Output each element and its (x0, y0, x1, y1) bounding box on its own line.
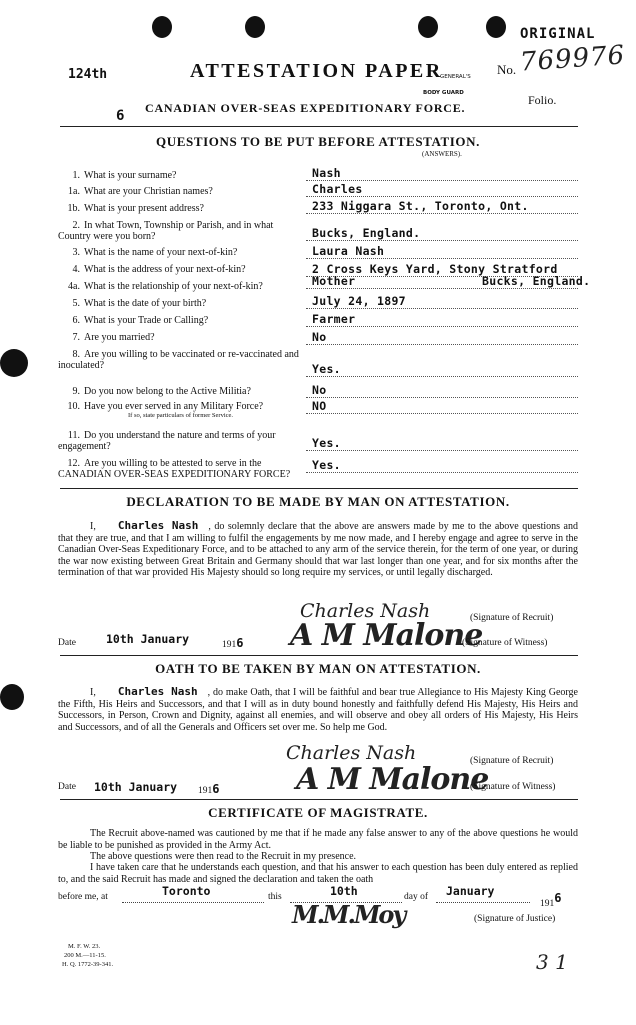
question-text: What is your surname? (84, 170, 177, 181)
oath-rule (60, 655, 578, 656)
answer-line (306, 240, 578, 241)
question-text: What is your present address? (84, 203, 204, 214)
question-9 (58, 315, 303, 326)
day-of-label: day of (404, 892, 429, 902)
certificate-para-2: The above questions were then read to the Recruit in my presence. (90, 851, 357, 862)
question-text: What is the relationship of your next-of-kin? (84, 281, 263, 292)
justice-label: (Signature of Justice) (474, 914, 556, 924)
answer-14: Yes. (312, 436, 341, 450)
oath-heading: OATH TO BE TAKEN BY MAN ON ATTESTATION. (155, 661, 481, 676)
answers-label: (ANSWERS). (422, 150, 462, 158)
answer-line (306, 258, 578, 259)
question-number: 7. (72, 332, 80, 343)
question-number: 2. (72, 220, 80, 231)
question-text: What is the date of your birth? (84, 298, 207, 309)
answer-4: Bucks, England. (312, 226, 421, 240)
question-text: What is the address of your next-of-kin? (84, 264, 246, 275)
oath-recruit-label: (Signature of Recruit) (470, 756, 554, 766)
stamp-original: ORIGINAL (520, 26, 596, 42)
declaration-witness-signature: A M Malone (290, 618, 483, 653)
question-text: In what Town, Township or Parish, and in what Country were you born? (58, 220, 274, 242)
question-4 (58, 220, 303, 242)
answer-line (306, 326, 578, 327)
answer-line (306, 376, 578, 377)
answer-line (306, 308, 578, 309)
form-code-1: M. F. W. 23. (68, 943, 101, 950)
answer-8: July 24, 1897 (312, 294, 406, 308)
oath-body (58, 686, 578, 733)
question-number: 12. (67, 458, 80, 469)
oath-date-label: Date (58, 782, 76, 792)
punch-hole-left-1 (0, 349, 28, 377)
form-code-2: 200 M.—11-15. (64, 952, 106, 959)
question-number: 6. (72, 315, 80, 326)
oath-witness-signature: A M Malone (296, 762, 489, 797)
place-line (122, 902, 264, 903)
question-text: Are you married? (84, 332, 155, 343)
question-10 (58, 332, 303, 343)
magistrate-place: Toronto (162, 884, 211, 898)
question-text: Are you willing to be attested to serve in the CANADIAN OVER-SEAS EXPEDITIONARY FORCE? (58, 458, 291, 480)
certificate-heading: CERTIFICATE OF MAGISTRATE. (208, 805, 428, 820)
question-text: Do you understand the nature and terms of your engagement? (58, 430, 276, 452)
certificate-para-3: I have taken care that he understands each question, and that his answer to each question has been duly entered as replied to, and the said Recruit has made and signed the declaration and taken the oath (58, 862, 578, 885)
declaration-body (58, 520, 578, 579)
month-line (436, 902, 530, 903)
declaration-year: 1916 (222, 636, 244, 650)
punch-hole-left-2 (0, 684, 24, 710)
oath-name: Charles Nash (117, 685, 198, 698)
question-2 (58, 186, 303, 197)
folio-number: 6 (116, 108, 125, 124)
this-label: this (268, 892, 282, 902)
declaration-heading: DECLARATION TO BE MADE BY MAN ON ATTESTATION. (126, 494, 510, 509)
folio-label: Folio. (528, 93, 557, 107)
magistrate-month: January (446, 884, 495, 898)
answer-12: No (312, 383, 327, 397)
question-number: 4a. (68, 281, 80, 292)
question-number: 1a. (68, 186, 80, 197)
certificate-para-1: The Recruit above-named was cautioned by me that if he made any false answer to any of the above questions he would be liable to be punished as provided in the Army Act. (58, 828, 578, 851)
answer-1: Nash (312, 166, 341, 180)
answer-line (306, 213, 578, 214)
punch-hole-top-3 (418, 16, 438, 38)
answer-11: Yes. (312, 362, 341, 376)
answer-line (306, 472, 578, 473)
oath-text: , do make Oath, that I will be faithful and bear true Allegiance to His Majesty King George the Fifth, His Heirs and Successors, and that I will as in duty bound honestly and faithfully defend His Majesty, His Heirs and Successors, in Person, Crown and Dignity, against all enemies, and will observe and obey all orders of His Majesty, His Heirs and Successors, and of all the Generals and Officers set over me. So help me God. (58, 687, 578, 733)
answer-line (306, 180, 578, 181)
question-11 (58, 349, 303, 371)
question-1 (58, 170, 303, 181)
question-12 (58, 386, 303, 397)
question-number: 5. (72, 298, 80, 309)
form-subtitle: CANADIAN OVER-SEAS EXPEDITIONARY FORCE. (145, 101, 466, 115)
question-text: What is your Trade or Calling? (84, 315, 209, 326)
question-number: 11. (67, 430, 80, 441)
answer-line (306, 450, 578, 451)
question-number: 1b. (67, 203, 80, 214)
declaration-i: I, (90, 521, 96, 532)
form-title: ATTESTATION PAPER (190, 60, 443, 82)
justice-signature: M.M.Moy (292, 900, 405, 929)
punch-hole-top-2 (245, 16, 265, 38)
form-code-3: H. Q. 1772-39-341. (62, 961, 114, 968)
question-15 (58, 458, 303, 480)
question-number: 1. (72, 170, 80, 181)
answer-6-line-2: Bucks, England. (482, 274, 591, 288)
answer-line (306, 413, 578, 414)
oath-year: 1916 (198, 782, 220, 796)
question-14 (58, 430, 303, 452)
stamp-unit-2: BODY GUARD (423, 90, 464, 96)
page-mark: 3 1 (536, 950, 568, 974)
number-label: No. (497, 62, 517, 77)
question-text: Do you now belong to the Active Militia? (84, 386, 251, 397)
stamp-unit-1: GENERAL'S (440, 74, 471, 80)
question-number: 8. (72, 349, 80, 360)
oath-witness-label: (Signature of Witness) (470, 782, 556, 792)
question-6 (58, 264, 303, 275)
punch-hole-top-1 (152, 16, 172, 38)
answer-line (306, 397, 578, 398)
answer-7: Mother (312, 274, 356, 288)
answer-line (306, 344, 578, 345)
question-5 (58, 247, 303, 258)
question-number: 9. (72, 386, 80, 397)
before-me-label: before me, at (58, 892, 108, 902)
oath-recruit-signature: Charles Nash (286, 742, 417, 764)
header-rule (60, 126, 578, 127)
declaration-rule (60, 488, 578, 489)
answer-line (306, 196, 578, 197)
question-note: If so, state particulars of former Service. (128, 412, 234, 419)
answer-6: 2 Cross Keys Yard, Stony Stratford (312, 262, 558, 276)
declaration-witness-label: (Signature of Witness) (462, 638, 548, 648)
question-text: What is the name of your next-of-kin? (84, 247, 238, 258)
declaration-date-label: Date (58, 638, 76, 648)
oath-i: I, (90, 687, 96, 698)
battalion-number: 124th (68, 67, 108, 82)
question-text: What are your Christian names? (84, 186, 213, 197)
regimental-number: 769976 (519, 40, 627, 78)
answer-10: No (312, 330, 327, 344)
punch-hole-top-4 (486, 16, 506, 38)
question-number: 4. (72, 264, 80, 275)
declaration-name: Charles Nash (117, 519, 199, 532)
answer-15: Yes. (312, 458, 341, 472)
question-text: Have you ever served in any Military Force? (84, 401, 264, 412)
answer-2: Charles (312, 182, 363, 196)
question-number: 10. (67, 401, 80, 412)
question-8 (58, 298, 303, 309)
answer-3: 233 Niggara St., Toronto, Ont. (312, 199, 529, 213)
magistrate-day: 10th (330, 884, 358, 898)
question-number: 3. (72, 247, 80, 258)
answer-9: Farmer (312, 312, 356, 326)
answer-13: NO (312, 399, 327, 413)
answer-5: Laura Nash (312, 244, 385, 258)
declaration-recruit-signature: Charles Nash (300, 600, 431, 622)
magistrate-year: 1916 (540, 891, 562, 909)
declaration-date: 10th January (106, 632, 190, 646)
certificate-rule (60, 799, 578, 800)
question-13 (58, 401, 303, 419)
question-3 (58, 203, 303, 214)
questions-heading: QUESTIONS TO BE PUT BEFORE ATTESTATION. (156, 134, 480, 149)
question-7 (58, 281, 303, 292)
answer-line (306, 288, 578, 289)
declaration-recruit-label: (Signature of Recruit) (470, 613, 554, 623)
declaration-text: , do solemnly declare that the above are answers made by me to the above questions and that they are true, and that I am willing to fulfil the engagements by me now made, and I hereby engage and agree to serve in the Canadian Over-Seas Expeditionary Force, and to be attached to any arm of the service therein, for the term of one year, or during the war now existing between Great Britain and Germany should that war last longer than one year, and for six months after the termination of that war provided His Majesty should so long require my services, or until legally discharged. (58, 521, 578, 578)
oath-date: 10th January (94, 780, 178, 794)
question-text: Are you willing to be vaccinated or re-vaccinated and inoculated? (58, 349, 299, 371)
